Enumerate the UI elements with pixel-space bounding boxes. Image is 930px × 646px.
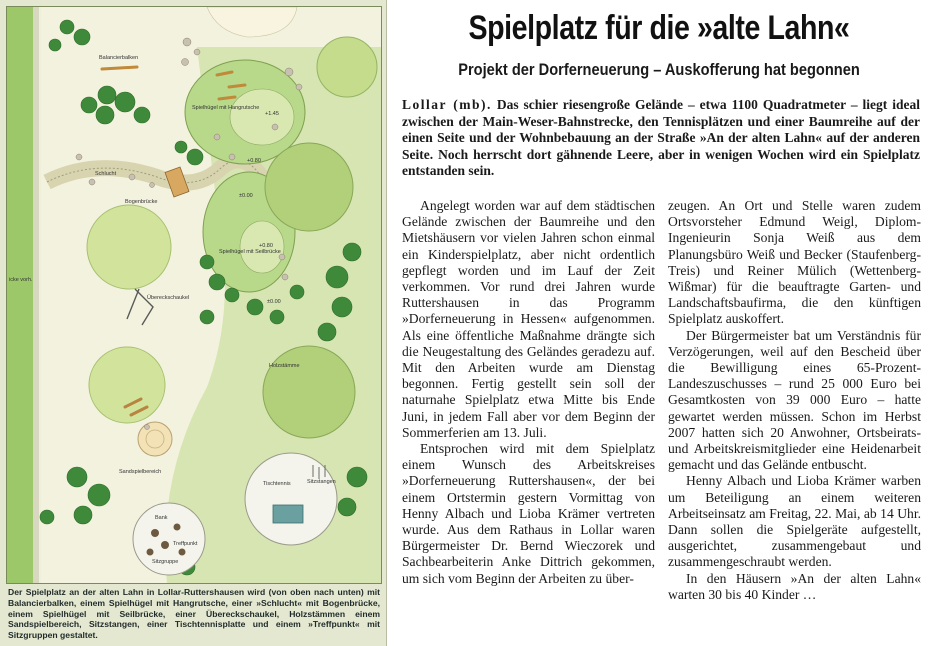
- plan-drawing: [7, 7, 381, 583]
- label-sitzstangen: Sitzstangen: [307, 479, 336, 485]
- label-schlucht: Schlucht: [95, 171, 117, 177]
- label-spielhuegel-hang: Spielhügel mit Hangrutsche: [192, 105, 260, 111]
- left-lawn-strip: [7, 7, 37, 583]
- label-height-4: +0.80: [259, 243, 273, 249]
- tree-crown: [263, 346, 355, 438]
- body-column-right: [668, 198, 921, 603]
- label-uebereckschaukel: Übereckschaukel: [147, 295, 190, 301]
- headline: Spielplatz für die »alte Lahn«: [468, 9, 850, 47]
- lead-paragraph: [402, 97, 920, 180]
- body-paragraph: Entsprochen wird mit dem Spielplatz einem Wunsch des Arbeitskreises »Dorferneuerung Ruttershausen«, der bei einem Ortstermin gestern Vormittag von Henny Albach und Lioba Krämer vertreten wurde. Aus dem Rathaus in Lollar waren Bürgermeister Dr. Bernd Wieczorek und Sachbearbeiterin Anke Dittrich gekommen, um sich vom Beginn der Arbeiten zu über-: [402, 441, 655, 586]
- label-height-1: +1.45: [265, 111, 279, 117]
- sandspielbereich: [138, 422, 172, 456]
- label-holzstaemme: Holzstämme: [269, 363, 300, 369]
- body-paragraph: Angelegt worden war auf dem städtischen Gelände zwischen der Baumreihe und den Mietshäusern vor vielen Jahren schon einmal ein Kinderspielplatz, aber nicht ordentlich gepflegt worden und im Lauf der Zeit verkommen. Vor rund drei Jahren wurde Ruttershausen in das Programm »Dorferneuerung in Hessen« aufgenommen. Als eine öffentliche Maßnahme drängte sich die Neugestaltung des Geländes geradezu auf. Mit den Arbeiten wurde am Dienstag begonnen. Fertig gestellt sein soll der naturnahe Spielplatz etwa Mitte bis Ende Juni, in jedem Fall aber vor dem Beginn der Sommerferien am 13. Juli.: [402, 198, 655, 440]
- lead-text: Das schier riesengroße Gelände – etwa 1100 Quadratmeter – liegt ideal zwischen der Main-Weser-Bahnstrecke, den Tennisplätzen und einer Baumreihe auf der einen Seite und der Wohnbebauung an der Straße »An der alten Lahn« auf der anderen Seite. Noch herrscht dort gähnende Leere, aber in wenigen Wochen wird ein Spielplatz entstanden sein.: [402, 97, 921, 178]
- tischtennis-area: [245, 453, 337, 545]
- subheadline: Projekt der Dorferneuerung – Auskofferung hat begonnen: [458, 60, 860, 79]
- body-paragraph: Henny Albach und Lioba Krämer warben um Beteiligung an einem weiteren Arbeitseinsatz am Freitag, 22. Mai, ab 14 Uhr. Dann sollen die Spielgeräte aufgestellt, ausgerichtet, zusammengebaut und zusammengeschraubt werden.: [668, 473, 921, 570]
- label-balancierbalken: Balancierbalken: [99, 55, 139, 61]
- label-sandspielbereich: Sandspielbereich: [119, 469, 162, 475]
- body-paragraph: zeugen. An Ort und Stelle waren zudem Ortsvorsteher Edmund Weigl, Diplom-Ingenieurin Sonja Weiß aus dem Planungsbüro Weiß und Becker (Staufenberg-Treis) und Reiner Mülich (Wettenberg-Wißmar) für die beauftragte Garten- und Landschaftsbaufirma, die den künftigen Spielplatz auskoffert.: [668, 198, 921, 327]
- label-spielhuegel-seil: Spielhügel mit Seilbrücke: [219, 249, 281, 255]
- body-column-left: [402, 198, 655, 587]
- tree-crown: [265, 143, 353, 231]
- label-bogenbruecke: Bogenbrücke: [125, 199, 158, 205]
- playground-site-plan: [6, 6, 382, 584]
- label-height-3: ±0.00: [239, 193, 253, 199]
- label-height-5: ±0.00: [267, 299, 281, 305]
- tischtennisplatte: [273, 505, 303, 523]
- article: [394, 0, 924, 646]
- label-side: icke vorh.: [9, 277, 33, 283]
- label-bank: Bank: [155, 515, 168, 521]
- plan-figure: [0, 0, 387, 646]
- tree-crown: [87, 205, 171, 289]
- body-paragraph: Der Bürgermeister bat um Verständnis für Verzögerungen, weil auf den Bescheid über die Bewilligung eines 65-Prozent-Landeszuschusses – rund 25 000 Euro bei Gesamtkosten von 39 000 Euro – hatte gewartet werden müssen. Schon im Herbst 2007 hatten sich 20 Anwohner, Ortsbeirats- und Arbeitskreismitglieder eine Heidenarbeit gemacht und das Gelände entbuscht.: [668, 327, 921, 473]
- tree-crown: [89, 347, 165, 423]
- label-sitzgruppe: Sitzgruppe: [152, 559, 179, 565]
- lead-location: Lollar (mb).: [402, 97, 492, 112]
- label-height-2: +0.80: [247, 158, 261, 164]
- body-paragraph: In den Häusern »An der alten Lahn« warten 30 bis 40 Kinder …: [668, 570, 921, 602]
- plan-caption: Der Spielplatz an der alten Lahn in Lollar-Ruttershausen wird (von oben nach unten) mit Balancierbalken, einem Spielhügel mit Hangrutsche, einer »Schlucht« mit Bogenbrücke, einem Spielhügel mit Seilbrücke, einer Übereckschaukel, Holzstämmen einem Sandspielbereich, Sitzstangen, einer Tischtennisplatte und einem »Treffpunkt« mit Sitzgruppen gestaltet.: [8, 587, 380, 641]
- label-tischtennis: Tischtennis: [263, 481, 291, 487]
- label-treffpunkt: Treffpunkt: [173, 541, 198, 547]
